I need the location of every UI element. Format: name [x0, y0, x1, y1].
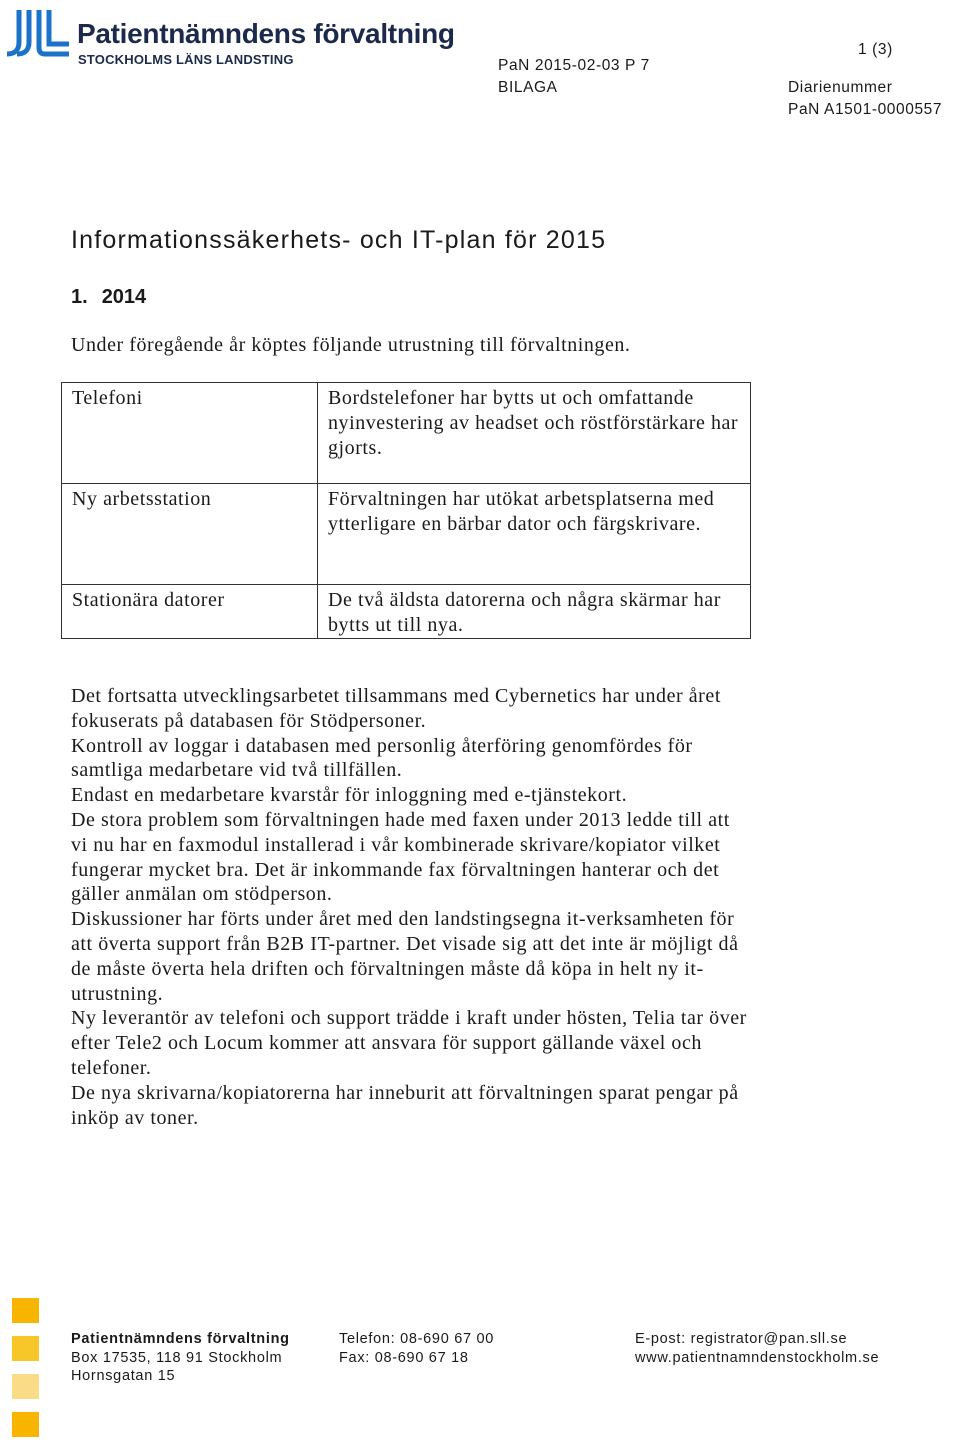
footer-address [71, 1330, 290, 1386]
logo-county-council: STOCKHOLMS LÄNS LANDSTING [78, 52, 294, 67]
footer-fax: Fax: 08-690 67 18 [339, 1349, 469, 1366]
equipment-description: Bordstelefoner har bytts ut och omfattande nyinvestering av headset och röstförstärkare har gjorts. [318, 383, 751, 484]
body-text [71, 684, 751, 1130]
decorative-square [12, 1298, 39, 1323]
paragraph: Kontroll av loggar i databasen med personlig återföring genomfördes för samtliga medarbetare vid två tillfällen. [71, 734, 693, 782]
paragraph: Diskussioner har förts under året med den landstingsegna it-verksamheten för att överta support från B2B IT-partner. Det visade sig att det inte är möjligt då de måste överta hela driften och förvaltningen måste då köpa in helt ny it-utrustning. [71, 908, 739, 1005]
paragraph: De nya skrivarna/kopiatorerna har inneburit att förvaltningen sparat pengar på inköp av toner. [71, 1081, 739, 1129]
equipment-table [61, 382, 751, 639]
decorative-square [12, 1336, 39, 1361]
equipment-description: De två äldsta datorerna och några skärmar har bytts ut till nya. [318, 585, 751, 639]
organization-logo [5, 8, 485, 67]
paragraph: Endast en medarbetare kvarstår för inloggning med e-tjänstekort. [71, 784, 628, 807]
paragraph: Ny leverantör av telefoni och support trädde i kraft under hösten, Telia tar över efter Tele2 och Locum kommer att ansvara för support gällande växel och telefoner. [71, 1007, 747, 1079]
logo-organization-name: Patientnämndens förvaltning [77, 18, 455, 49]
footer-website[interactable]: www.patientnamndenstockholm.se [635, 1349, 880, 1366]
page-number: 1 (3) [858, 41, 893, 58]
footer-postal-address: Box 17535, 118 91 Stockholm [71, 1349, 283, 1366]
footer-phone: Telefon: 08-690 67 00 [339, 1331, 494, 1347]
attachment-label: BILAGA [498, 79, 558, 96]
equipment-item: Stationära datorer [62, 585, 318, 639]
diary-label: Diarienummer [788, 79, 893, 96]
equipment-description: Förvaltningen har utökat arbetsplatserna med ytterligare en bärbar dator och färgskrivare. [318, 484, 751, 585]
table-row [62, 585, 751, 639]
section-heading [71, 286, 146, 309]
section-title: 2014 [101, 286, 147, 308]
paragraph: De stora problem som förvaltningen hade med faxen under 2013 ledde till att vi nu har en faxmodul installerad i vår kombinerade skrivare/kopiator vilket fungerar mycket bra. Det är inkommande fax förvaltningen hanterar och det gäller anmälan om stödperson. [71, 808, 730, 906]
decorative-square [12, 1412, 39, 1437]
document-title: Informationssäkerhets- och IT-plan för 2015 [71, 226, 607, 254]
footer-phone-fax [339, 1330, 494, 1367]
meeting-reference: PaN 2015-02-03 P 7 [498, 57, 650, 74]
equipment-item: Telefoni [62, 383, 318, 484]
section-number: 1. [71, 286, 88, 308]
footer-contact [635, 1330, 879, 1367]
table-row [62, 383, 751, 484]
diary-number: PaN A1501-0000557 [788, 101, 943, 118]
equipment-item: Ny arbetsstation [62, 484, 318, 585]
paragraph: Det fortsatta utvecklingsarbetet tillsammans med Cybernetics har under året fokuserats på databasen för Stödpersoner. [71, 685, 721, 732]
footer-email[interactable]: E-post: registrator@pan.sll.se [635, 1331, 848, 1347]
footer-street-address: Hornsgatan 15 [71, 1368, 176, 1384]
intro-text: Under föregående år köptes följande utrustning till förvaltningen. [71, 334, 631, 356]
footer-decoration [12, 1298, 39, 1450]
decorative-square [12, 1374, 39, 1399]
footer-organization: Patientnämndens förvaltning [71, 1331, 290, 1347]
table-row [62, 484, 751, 585]
sll-logo-icon [5, 8, 71, 60]
